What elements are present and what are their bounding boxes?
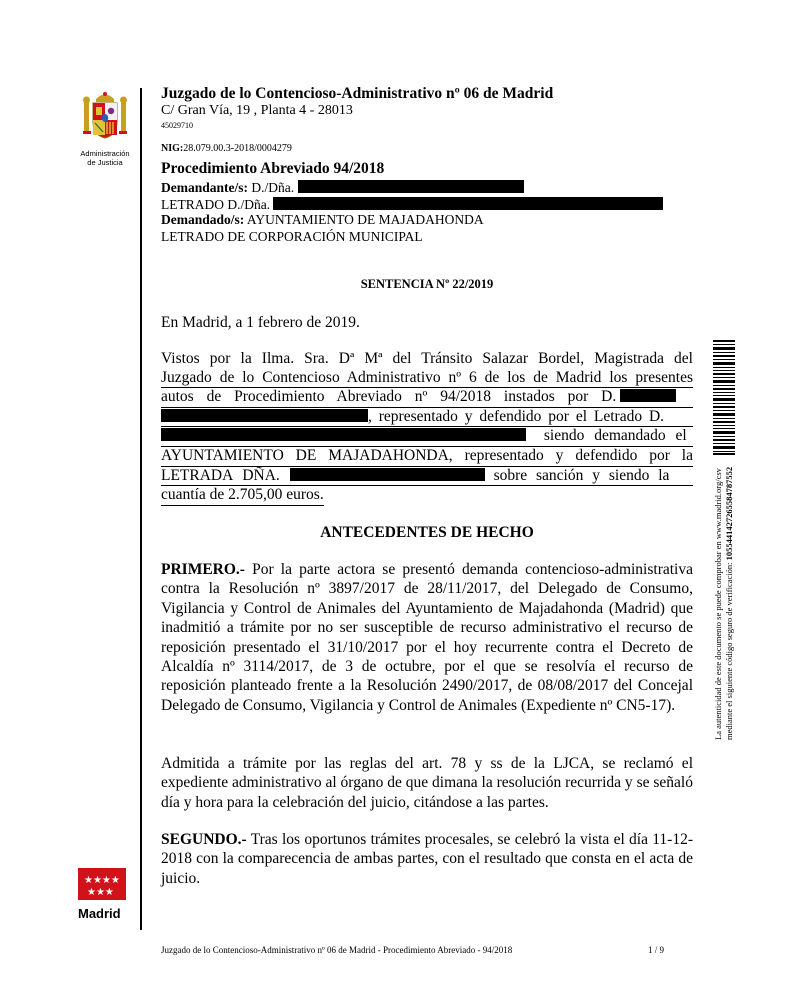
date-line: En Madrid, a 1 febrero de 2019.	[161, 314, 360, 331]
vistos-line-text: autos de Procedimiento Abreviado nº 94/2018 instados por D.	[161, 388, 617, 406]
primero-text: Por la parte actora se presentó demanda contencioso-administrativa contra la Resolución nº 3897/2017 de 28/11/2017, del Delegado de Consumo, Vigilancia y Control de Animales del Ayuntamiento de Majadahonda (Madrid) que inadmitió a trámite por no ser susceptible de recurso administrativo el recurso de reposición presentado el 31/10/2017 por el hoy recurrente contra el Decreto de Alcaldía nº 3114/2017, de 3 de octubre, por el que se resolvía el recurso de reposición planteado frente a la Resolución 2490/2017, de 08/08/2017 del Concejal Delegado de Consumo, Vigilancia y Control de Animales (Expediente nº CN5-17).	[161, 561, 693, 714]
defendant-label: Demandado/s:	[161, 212, 245, 227]
madrid-label: Madrid	[78, 906, 121, 921]
ministry-line-1: Administración	[80, 149, 130, 158]
plaintiff-label: Demandante/s:	[161, 180, 248, 195]
vistos-line	[161, 427, 693, 447]
ministry-line-2: de Justicia	[87, 158, 123, 167]
page-number: 1 / 9	[648, 945, 665, 955]
defendant-line	[161, 212, 484, 228]
vistos-line	[161, 388, 693, 408]
primero-paragraph	[161, 560, 693, 715]
primero-label: PRIMERO.-	[161, 561, 245, 578]
defendant-lawyer: LETRADO DE CORPORACIÓN MUNICIPAL	[161, 229, 423, 244]
vistos-line: cuantía de 2.705,00 euros.	[161, 486, 324, 506]
segundo-text: Tras los oportunos trámites procesales, se celebró la vista el día 11-12-2018 con la comparecencia de ambas partes, con el resultado que consta en el acta de juicio.	[161, 831, 693, 887]
footer-text: Juzgado de lo Contencioso-Administrativo nº 06 de Madrid - Procedimiento Abreviado - 94/2018	[161, 945, 513, 955]
vistos-line-text: , representado y defendido por el Letrado D.	[368, 407, 665, 425]
csv-code: 1055441427265584787552	[724, 466, 734, 561]
lawyer-prefix: LETRADO D./Dña.	[161, 197, 271, 212]
section-heading: ANTECEDENTES DE HECHO	[320, 524, 534, 541]
spain-coat-of-arms-icon	[81, 90, 129, 142]
lawyer-line	[161, 197, 663, 213]
nig-line	[161, 143, 292, 154]
verification-line-2	[724, 467, 735, 740]
court-name: Juzgado de lo Contencioso-Administrativo nº 06 de Madrid	[161, 85, 554, 102]
svg-text:★★★★: ★★★★	[84, 875, 120, 886]
redaction-box	[161, 428, 526, 441]
vistos-line	[161, 408, 693, 428]
svg-text:★★★: ★★★	[87, 887, 114, 898]
court-address: C/ Gran Vía, 19 , Planta 4 - 28013	[161, 103, 353, 118]
vistos-paragraph	[161, 350, 693, 506]
vistos-line-text: sobre sanción y siendo la	[484, 466, 670, 484]
madrid-logo	[78, 868, 128, 921]
verification-prefix: mediante el siguiente código seguro de verificación:	[724, 560, 734, 740]
verification-text	[713, 467, 735, 740]
procedure-title: Procedimiento Abreviado 94/2018	[161, 160, 385, 177]
admitida-paragraph	[161, 754, 693, 812]
redaction-box	[620, 389, 676, 402]
margin-rule	[140, 88, 142, 930]
segundo-paragraph	[161, 830, 693, 888]
redaction-box	[273, 197, 663, 210]
segundo-label: SEGUNDO.-	[161, 831, 247, 848]
redaction-box	[161, 409, 368, 422]
court-code: 45029710	[161, 121, 193, 130]
madrid-stars-logo-icon	[78, 868, 126, 900]
vistos-line-text: siendo demandado el	[534, 427, 687, 445]
redaction-box	[298, 180, 524, 193]
plaintiff-prefix: D./Dña.	[251, 180, 295, 195]
vistos-line	[161, 467, 693, 487]
nig-label: NIG:	[161, 143, 184, 154]
plaintiff-line	[161, 180, 524, 196]
sentence-title: SENTENCIA Nº 22/2019	[360, 277, 494, 291]
redaction-box	[290, 468, 485, 481]
nig-value: 28.079.00.3-2018/0004279	[183, 143, 292, 154]
verification-line-1: La autenticidad de este documento se puede comprobar en www.madrid.org/csv	[713, 468, 723, 740]
ministry-block	[72, 90, 138, 167]
defendant-name: AYUNTAMIENTO DE MAJADAHONDA	[246, 212, 484, 227]
vistos-line: Juzgado de lo Contencioso Administrativo nº 6 de los de Madrid los presentes	[161, 369, 693, 389]
admitida-text: Admitida a trámite por las reglas del art. 78 y ss de la LJCA, se reclamó el expediente administrativo al órgano de que dimana la resolución recurrida y se señaló día y hora para la celebración del juicio, citándose a las partes.	[161, 755, 693, 811]
verification-barcode	[713, 340, 735, 455]
vistos-line: Vistos por la Ilma. Sra. Dª Mª del Tránsito Salazar Bordel, Magistrada del	[161, 350, 693, 367]
vistos-line-text: LETRADA DÑA.	[161, 466, 280, 484]
vistos-line: AYUNTAMIENTO DE MAJADAHONDA, representado y defendido por la	[161, 447, 693, 467]
